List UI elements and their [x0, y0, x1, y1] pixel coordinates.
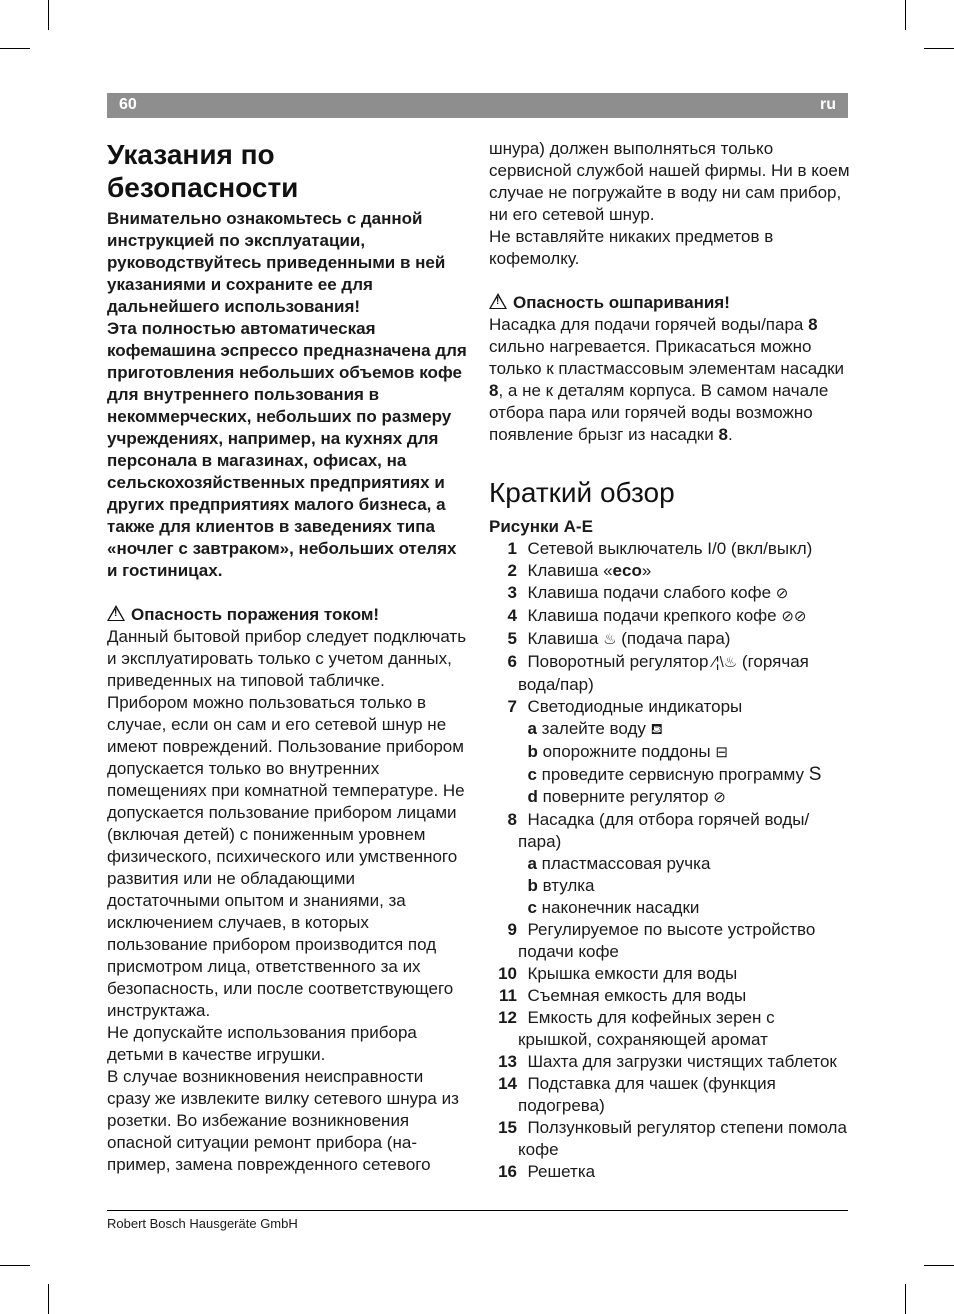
page-header-bar [107, 93, 848, 118]
figures-label: Рисунки A-E [489, 517, 593, 536]
list-item: 16 Решетка [498, 1162, 596, 1181]
rotary-selector-icon: ⁄¦\♨ [713, 654, 738, 671]
list-item: 5 Клавиша ♨ (подача пара) [489, 628, 851, 651]
warning-scalding [489, 292, 851, 314]
warning-triangle-icon [107, 605, 125, 621]
crop-mark [905, 0, 906, 30]
list-item: 12 Емкость для кофейных зерен с крышкой, сохраняющей аромат [498, 1008, 775, 1049]
list-item: 6 Поворотный регулятор ⁄¦\♨ (горячая вода/пар) [507, 652, 809, 694]
list-item: 14 Подставка для чашек (функция подогрева) [498, 1074, 776, 1115]
continued-text: шнура) должен выполняться только сервисной службой нашей фирмы. Ни в коем случае не погружайте в воду ни сам прибор, ни его сетевой шнур. [489, 139, 850, 224]
warning-text: Насадка для подачи горячей воды/пара 8 сильно нагревается. Прикасаться можно только к пластмассовым элементам насадки 8, а не к деталям корпуса. В самом начале отбора пара или горячей воды возможно появление брызг из насадки 8. [489, 315, 845, 444]
crop-mark [924, 1265, 954, 1266]
mild-coffee-icon: ⊘ [775, 585, 789, 602]
continued-text: Не вставляйте никаких предметов в кофемолку. [489, 227, 774, 268]
sub-list-item: c проведите сервисную программу S [527, 764, 822, 785]
left-column [107, 138, 469, 1176]
list-item: 13 Шахта для загрузки чистящих таблеток [498, 1052, 837, 1071]
sub-list-item: c наконечник насадки [527, 898, 700, 917]
list-item: 1 Сетевой выключатель I/0 (вкл/выкл) [507, 539, 813, 558]
turn-knob-icon: ⊘ [713, 789, 726, 806]
warning-title: Опасность ошпаривания! [513, 293, 730, 312]
fill-water-icon: ⛾ [650, 721, 663, 738]
list-item: 11 Съемная емкость для воды [499, 986, 747, 1005]
sub-list-item: b опорожните поддоны ⊟ [489, 741, 851, 764]
right-column [489, 138, 851, 1183]
steam-icon: ♨ [603, 631, 617, 648]
footer-divider [107, 1210, 848, 1211]
list-item: 10 Крышка емкости для воды [498, 964, 738, 983]
warning-text: Не допускайте использования прибора детьми в качестве игрушки. [107, 1023, 417, 1064]
language-code: ru [820, 96, 836, 113]
section-title-safety: Указания по безопасности [107, 139, 299, 203]
sub-list-item: a пластмассовая ручка [527, 854, 711, 873]
crop-mark [924, 48, 954, 49]
list-item: 2 Клавиша «eco» [507, 561, 652, 580]
crop-mark [905, 1284, 906, 1314]
list-item: 15 Ползунковый регулятор степени помола кофе [498, 1118, 847, 1159]
intended-use-paragraph: Эта полностью автоматическая кофемашина эспрессо предназначена для приготовления небольших объемов кофе для внутреннего пользования в некоммерческих, небольших по размеру учреждениях, например, на кухнях для персонала в магазинах, офисах, на сельскохозяйственных предприятиях и других предприятиях малого бизнеса, а также для клиентов в заведениях типа «ночлег с завтраком», небольших отелях и гостиницах. [107, 319, 467, 580]
crop-mark [48, 1284, 49, 1314]
sub-list-item: d поверните регулятор ⊘ [489, 786, 851, 809]
footer-company: Robert Bosch Hausgeräte GmbH [107, 1216, 298, 1231]
strong-coffee-icon: ⊘⊘ [781, 608, 807, 625]
intro-paragraph: Внимательно ознакомьтесь с данной инструкцией по эксплуатации, руководствуйтесь приведенными в ней указаниями и сохраните ее для дальнейшего использования! [107, 209, 446, 316]
list-item: 4 Клавиша подачи крепкого кофе ⊘⊘ [489, 605, 851, 628]
crop-mark [48, 0, 49, 30]
warning-text: В случае возникновения неисправности сразу же извлеките вилку сетевого шнура из розетки. Во избежание возникновения опасной ситуации ремонт прибора (например, замена поврежденного сетевого [107, 1067, 459, 1174]
warning-electric-shock [107, 604, 469, 626]
warning-triangle-icon [489, 293, 507, 309]
list-item: 9 Регулируемое по высоте устройство подачи кофе [507, 920, 816, 961]
empty-tray-icon: ⊟ [715, 744, 728, 761]
crop-mark [0, 1265, 30, 1266]
warning-text: Данный бытовой прибор следует подключать и эксплуатировать только с учетом данных, приведенных на типовой табличке. Прибором можно пользоваться только в случае, если он сам и его сетевой шнур не имеют повреждений. Пользование прибором допускается только во внутренних помещениях при комнатной температуре. Не допускается пользование прибором лицами (включая детей) с пониженным уровнем физического, психического или умственного развития или не обладающими достаточными опытом и знаниями, за исключением случаев, в которых пользование прибором производится под присмотром лица, ответственного за их безопасность, или после соответствующего инструктажа. [107, 627, 467, 1020]
list-item: 7 Светодиодные индикаторы [507, 697, 743, 716]
service-icon: S [808, 764, 822, 785]
list-item: 8 Насадка (для отбора горячей воды/ пара) [507, 810, 810, 851]
sub-list-item: a залейте воду ⛾ [489, 718, 851, 741]
crop-mark [0, 48, 30, 49]
page-number: 60 [119, 96, 137, 113]
sub-list-item: b втулка [527, 876, 595, 895]
warning-title: Опасность поражения током! [131, 605, 380, 624]
list-item: 3 Клавиша подачи слабого кофе ⊘ [489, 582, 851, 605]
section-title-overview: Краткий обзор [489, 477, 675, 508]
